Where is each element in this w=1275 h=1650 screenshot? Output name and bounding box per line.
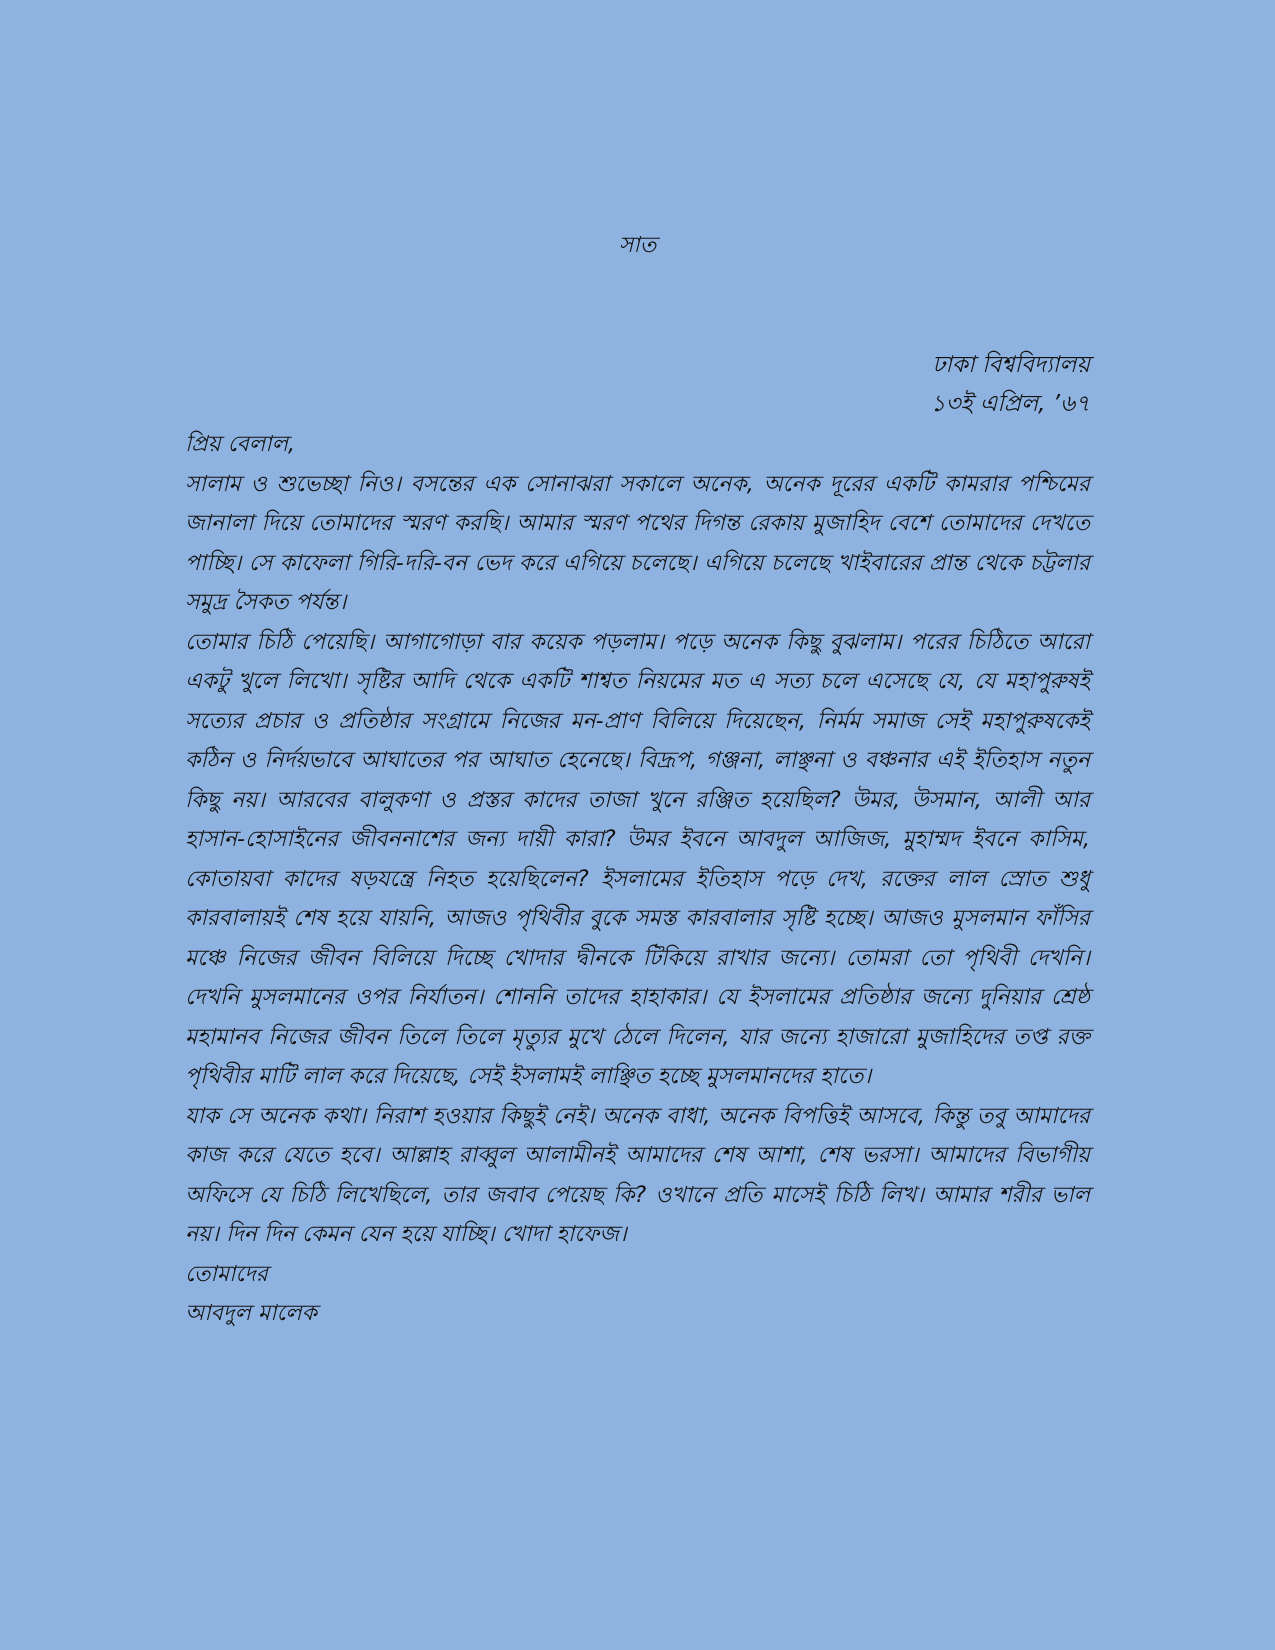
chapter-title: সাত — [618, 233, 657, 258]
paragraph-2: তোমার চিঠি পেয়েছি। আগাগোড়া বার কয়েক পড়লাম। পড়ে অনেক কিছু বুঝলাম। পরের চিঠিতে আরো একটু খুলে লিখো। সৃষ্টির আদি থেকে একটি শাশ্বত নিয়মের মত এ সত্য চলে এসেছে যে, যে মহাপুরুষই সত্যের প্রচার ও প্রতিষ্ঠার সংগ্রামে নিজের মন-প্রাণ বিলিয়ে দিয়েছেন, নির্মম সমাজ সেই মহাপুরুষকেই কঠিন ও নির্দয়ভাবে আঘাতের পর আঘাত হেনেছে। বিদ্রূপ, গঞ্জনা, লাঞ্ছনা ও বঞ্চনার এই ইতিহাস নতুন কিছু নয়। আরবের বালুকণা ও প্রস্তর কাদের তাজা খুনে রঞ্জিত হয়েছিল? উমর, উসমান, আলী আর হাসান-হোসাইনের জীবননাশের জন্য দায়ী কারা? উমর ইবনে আবদুল আজিজ, মুহাম্মদ ইবনে কাসিম, কোতায়বা কাদের ষড়যন্ত্রে নিহত হয়েছিলেন? ইসলামের ইতিহাস পড়ে দেখ, রক্তের লাল স্রোত শুধু কারবালায়ই শেষ হয়ে যায়নি, আজও পৃথিবীর বুকে সমস্ত কারবালার সৃষ্টি হচ্ছে। আজও মুসলমান ফাঁসির মঞ্চে নিজের জীবন বিলিয়ে দিচ্ছে খোদার দ্বীনকে টিকিয়ে রাখার জন্যে। তোমরা তো পৃথিবী দেখনি। দেখনি মুসলমানের ওপর নির্যাতন। শোননি তাদের হাহাকার। যে ইসলামের প্রতিষ্ঠার জন্যে দুনিয়ার শ্রেষ্ঠ মহামানব নিজের জীবন তিলে তিলে মৃত্যুর মুখে ঠেলে দিলেন, যার জন্যে হাজারো মুজাহিদের তপ্ত রক্ত পৃথিবীর মাটি লাল করে দিয়েছে, সেই ইসলামই লাঞ্ছিত হচ্ছে মুসলমানদের হাতে। — [185, 629, 1090, 1089]
paragraph-1: সালাম ও শুভেচ্ছা নিও। বসন্তের এক সোনাঝরা সকালে অনেক, অনেক দূরের একটি কামরার পশ্চিমের জানালা দিয়ে তোমাদের স্মরণ করছি। আমার স্মরণ পথের দিগন্ত রেকায় মুজাহিদ বেশে তোমাদের দেখতে পাচ্ছি। সে কাফেলা গিরি-দরি-বন ভেদ করে এগিয়ে চলেছে। এগিয়ে চলেছে খাইবারের প্রান্ত থেকে চট্টলার সমুদ্র সৈকত পর্যন্ত। — [185, 471, 1090, 615]
letter-date: ১৩ই এপ্রিল, ’৬৭ — [930, 391, 1090, 417]
paragraph-3: যাক সে অনেক কথা। নিরাশ হওয়ার কিছুই নেই। অনেক বাধা, অনেক বিপত্তিই আসবে, কিন্তু তবু আমাদের কাজ করে যেতে হবে। আল্লাহ রাব্বুল আলামীনই আমাদের শেষ আশা, শেষ ভরসা। আমাদের বিভাগীয় অফিসে যে চিঠি লিখেছিলে, তার জবাব পেয়েছ কি? ওখানে প্রতি মাসেই চিঠি লিখ। আমার শরীর ভাল নয়। দিন দিন কেমন যেন হয়ে যাচ্ছি। খোদা হাফেজ। — [185, 1103, 1090, 1247]
letter-page — [185, 0, 1090, 1650]
letter-body — [185, 425, 1090, 1334]
signature: আবদুল মালেক — [185, 1301, 318, 1326]
sender-place: ঢাকা বিশ্ববিদ্যালয় — [932, 352, 1090, 378]
address-block — [931, 346, 1090, 424]
salutation: প্রিয় বেলাল, — [185, 432, 295, 457]
closing-line: তোমাদের — [185, 1261, 268, 1287]
